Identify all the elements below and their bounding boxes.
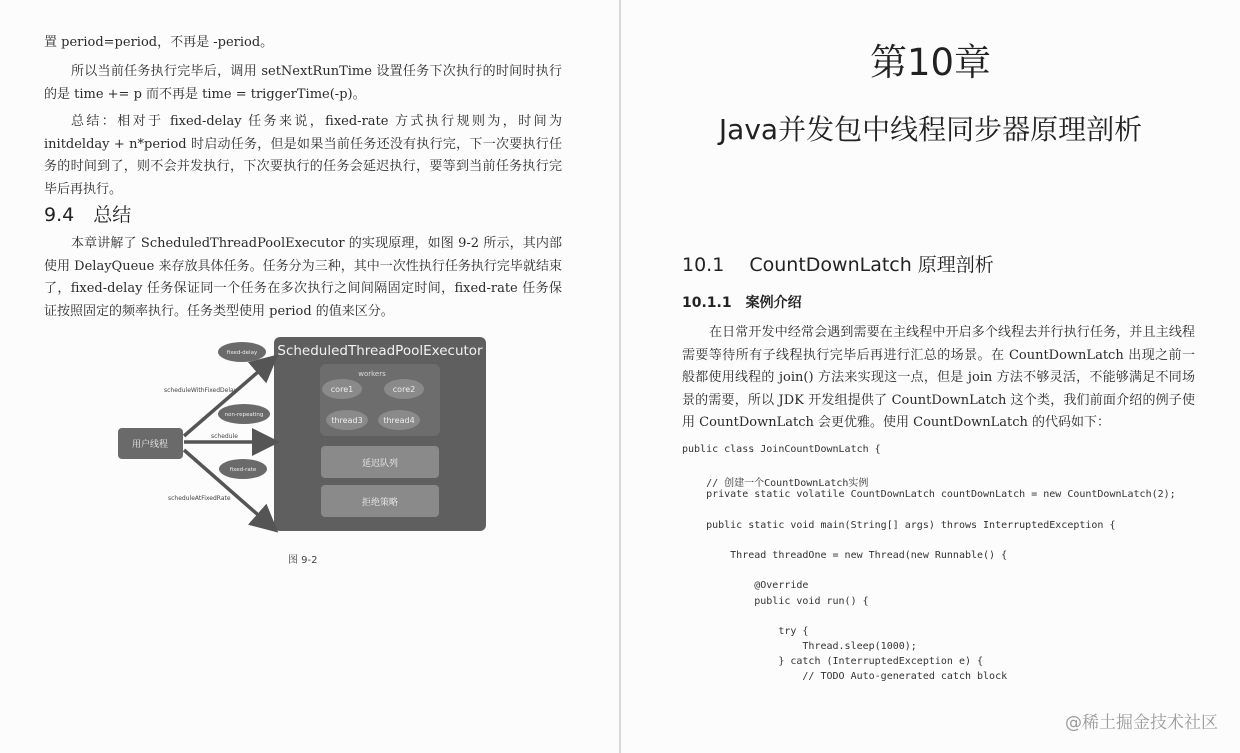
label-schedule: schedule xyxy=(211,433,238,440)
code-line: try { xyxy=(682,626,809,637)
watermark: @稀土掘金技术社区 xyxy=(1065,713,1218,733)
figure-9-2 xyxy=(110,334,490,534)
code-line: @Override xyxy=(682,580,809,591)
label-schedule-with-fixed-delay: scheduleWithFixedDelay xyxy=(164,387,238,394)
bubble-non-repeating-label: non-repeating xyxy=(224,412,264,418)
paragraph-summary-fixed-rate: 总结：相对于 fixed-delay 任务来说，fixed-rate 方式执行规则为，时间为 initdelday + n*period 时启动任务，但是如果当前任务还没有执行完，下一次要执行任务的时间到了，则不会并发执行，下次要执行的任务会延迟执行，要等到当前任务执行完毕后再执行。 xyxy=(44,114,562,197)
core2-label: core2 xyxy=(392,385,416,394)
delay-queue-label: 延迟队列 xyxy=(361,459,399,469)
reject-policy-label: 拒绝策略 xyxy=(361,498,399,508)
paragraph-chapter-summary: 本章讲解了 ScheduledThreadPoolExecutor 的实现原理，如图 9-2 所示，其内部使用 DelayQueue 来存放具体任务。任务分为三种，其中一次性执行任务执行完毕就结束了，fixed-delay 任务保证同一个任务在多次执行之间间隔固定时间，fixed-rate 任务保证按照固定的频率执行。任务类型使用 period 的值来区分。 xyxy=(44,236,562,319)
code-line: public void run() { xyxy=(682,596,869,607)
code-line: // 创建一个CountDownLatch实例 xyxy=(682,478,869,489)
code-line: Thread threadOne = new Thread(new Runnable() { xyxy=(682,550,1008,561)
subsection-title-10-1-1: 10.1.1 案例介绍 xyxy=(682,295,802,311)
executor-diagram xyxy=(110,334,490,534)
code-line: public static void main(String[] args) throws InterruptedException { xyxy=(682,520,1116,531)
code-line: private static volatile CountDownLatch countDownLatch = new CountDownLatch(2); xyxy=(682,489,1176,500)
code-line: public class JoinCountDownLatch { xyxy=(682,444,881,455)
code-line: Thread.sleep(1000); xyxy=(682,641,917,652)
executor-title: ScheduledThreadPoolExecutor xyxy=(277,343,483,359)
code-line: // TODO Auto-generated catch block xyxy=(682,671,1008,682)
core1-label: core1 xyxy=(330,385,354,394)
paragraph-countdownlatch-intro: 在日常开发中经常会遇到需要在主线程中开启多个线程去并行执行任务，并且主线程需要等待所有子线程执行完毕后再进行汇总的场景。在 CountDownLatch 出现之前一般都使用线程的 join() 方法来实现这一点，但是 join 方法不够灵活，不能够满足不同场景的需要，所以 JDK 开发组提供了 CountDownLatch 这个类，我们前面介绍的例子使用 CountDownLatch 会更优雅。使用 CountDownLatch 的代码如下： xyxy=(682,325,1195,430)
chapter-number: 第10章 xyxy=(869,41,992,84)
label-schedule-at-fixed-rate: scheduleAtFixedRate xyxy=(168,495,231,502)
right-page xyxy=(621,0,1240,753)
paragraph-next-run-time: 所以当前任务执行完毕后，调用 setNextRunTime 设置任务下次执行的时间时执行的是 time += p 而不再是 time = triggerTime(-p)。 xyxy=(44,64,562,102)
section-title-10-1: 10.1 CountDownLatch 原理剖析 xyxy=(682,254,994,276)
chapter-title: Java并发包中线程同步器原理剖析 xyxy=(718,113,1143,146)
thread3-label: thread3 xyxy=(331,416,363,425)
bubble-fixed-rate-label: fixed-rate xyxy=(229,467,257,473)
code-line: } catch (InterruptedException e) { xyxy=(682,656,984,667)
left-page xyxy=(0,0,619,753)
section-title-9-4: 9.4 总结 xyxy=(44,204,132,226)
workers-label: workers xyxy=(358,370,386,378)
paragraph-continuation: 置 period=period，不再是 -period。 xyxy=(44,35,274,50)
thread4-label: thread4 xyxy=(383,416,415,425)
figure-caption: 图 9-2 xyxy=(288,555,318,566)
user-thread-label: 用户线程 xyxy=(131,440,169,450)
arrow-fixed-delay xyxy=(184,359,273,436)
bubble-fixed-delay-label: fixed-delay xyxy=(226,350,258,356)
